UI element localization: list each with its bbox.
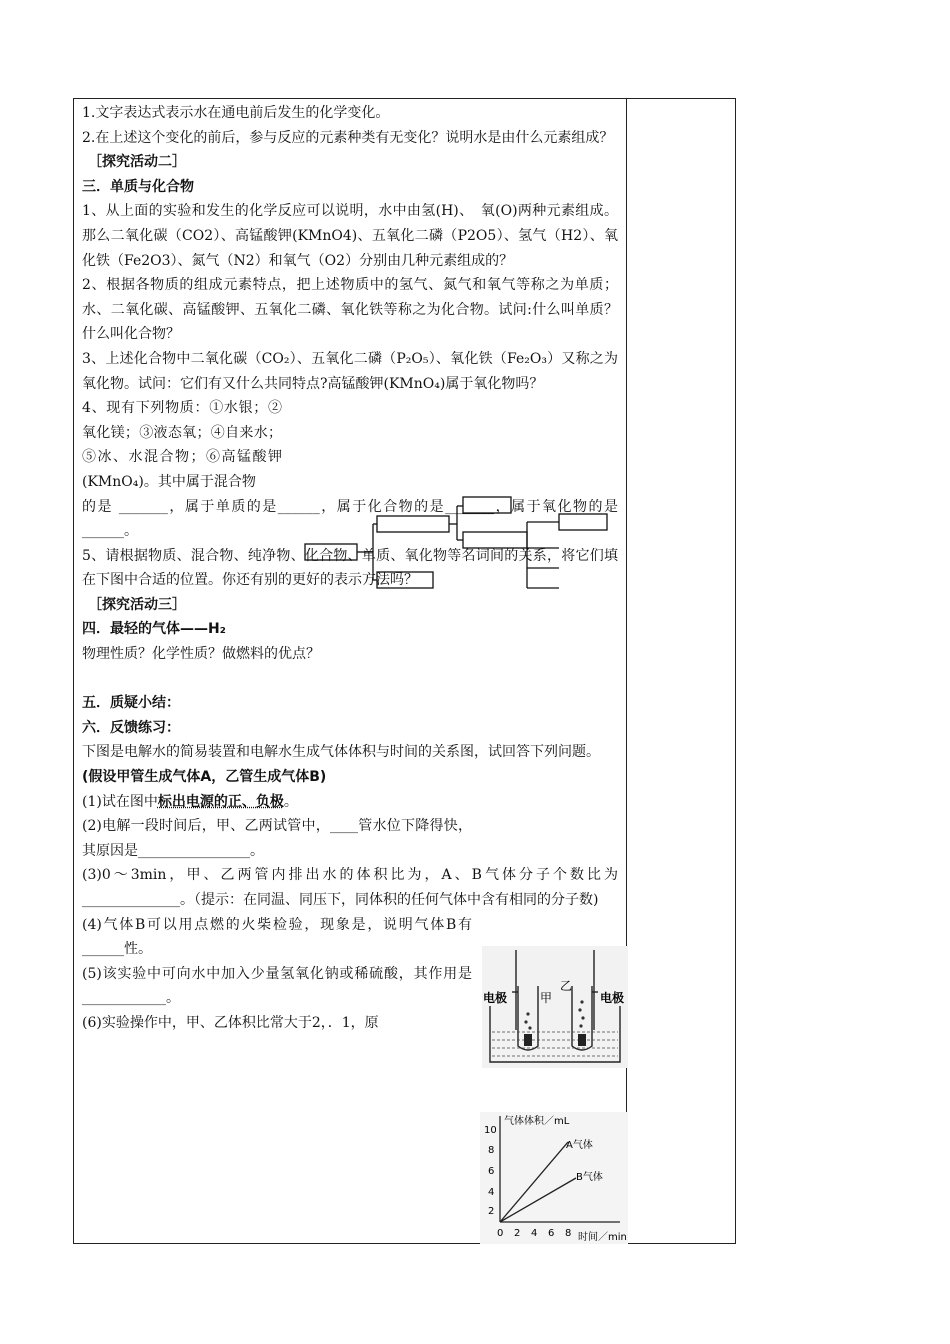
assumption-note: (假设甲管生成气体A，乙管生成气体B) xyxy=(82,769,327,786)
ytick: 2 xyxy=(488,1206,495,1217)
paragraph-3: 3、上述化合物中二氧化碳（CO₂）、五氧化二磷（P₂O₅）、氧化铁（Fe₂O₃）又称之为氧化物。试问：它们有又什么共同特点?高锰酸钾(KMnO₄)属于氧化物吗？ xyxy=(82,350,618,392)
activity-3-heading: ［探究活动三］ xyxy=(88,596,186,613)
exercise-1: (1)试在图中标出电源的正、负极。 xyxy=(82,793,298,810)
paragraph-1: 1、从上面的实验和发生的化学反应可以说明，水中由氢(H)、 氧(O)两种元素组成。那么二氧化碳（CO2）、高锰酸钾(KMnO4)、五氧化二磷（P2O5）、氢气（H2）、氧化铁（Fe2O3）、氮气（N2）和氧气（O2）分别由几种元素组成的？ xyxy=(82,203,618,269)
question-1: 1.文字表达式表示水在通电前后发生的化学变化。 xyxy=(82,105,390,121)
ytick: 6 xyxy=(488,1166,495,1177)
tube-label-yi: 乙 xyxy=(560,979,573,993)
xtick: 6 xyxy=(548,1228,555,1239)
paragraph-5: 5、请根据物质、混合物、纯净物、化合物、单质、氧化物等名词间的关系，将它们填在下图中合适的位置。你还有别的更好的表示方法吗？ xyxy=(82,547,618,589)
paragraph-7: 下图是电解水的简易装置和电解水生成气体体积与时间的关系图，试回答下列问题。 xyxy=(82,744,600,761)
section-3-heading: 三．单质与化合物 xyxy=(82,178,194,195)
electrode-label-left: 电极 xyxy=(483,991,508,1005)
section-6-heading: 六．反馈练习： xyxy=(82,719,180,736)
tube-label-jia: 甲 xyxy=(540,991,553,1005)
section-4-heading: 四．最轻的气体——H₂ xyxy=(82,621,226,638)
exercise-3: (3)0～3min，甲、乙两管内排出水的体积比为，A、B气体分子个数比为______________。（提示：在同温、同压下，同体积的任何气体中含有相同的分子数) xyxy=(82,867,618,908)
electrode-label-right: 电极 xyxy=(600,991,625,1005)
xtick: 0 xyxy=(497,1228,504,1239)
question-2: 2.在上述这个变化的前后，参与反应的元素种类有无变化？说明水是由什么元素组成？ xyxy=(82,129,614,146)
column-divider xyxy=(626,98,627,1244)
graph-xlabel: 时间／min xyxy=(578,1232,627,1243)
xtick: 2 xyxy=(514,1228,521,1239)
tree-box-root xyxy=(305,544,357,560)
tree-box-level1-bottom xyxy=(377,572,433,588)
line-a-label: A气体 xyxy=(566,1140,593,1151)
graph-ylabel: 气体体积／mL xyxy=(504,1116,570,1127)
exercise-6: (6)实验操作中，甲、乙体积比常大于2，．1，原 xyxy=(82,1014,379,1031)
xtick: 4 xyxy=(531,1228,538,1239)
paragraph-4b: 的是 _______，属于单质的是______，属于化合物的是_______，属于氧化物的是 ______。 xyxy=(82,498,618,540)
classification-tree-diagram xyxy=(303,494,613,594)
line-b-label: B气体 xyxy=(576,1172,603,1183)
exercise-5: (5)该实验中可向水中加入少量氢氧化钠或稀硫酸，其作用是____________。 xyxy=(82,965,472,1007)
paragraph-6: 物理性质？化学性质？做燃料的优点？ xyxy=(82,646,320,663)
tree-box-level2-bottom xyxy=(463,532,527,548)
exercise-2: (2)电解一段时间后，甲、乙两试管中，____管水位下降得快，其原因是________________。 xyxy=(82,818,472,859)
ytick: 4 xyxy=(488,1187,495,1198)
gas-volume-time-graph xyxy=(480,1112,628,1244)
electrolysis-apparatus-figure xyxy=(482,946,628,1068)
section-5-heading: 五．质疑小结： xyxy=(82,695,180,712)
tree-box-level2-top xyxy=(463,497,511,513)
activity-2-heading: ［探究活动二］ xyxy=(88,154,186,171)
paragraph-2: 2、根据各物质的组成元素特点，把上述物质中的氢气、氮气和氧气等称之为单质；水、二氧化碳、高锰酸钾、五氧化二磷、氧化铁等称之为化合物。试问:什么叫单质？什么叫化合物？ xyxy=(82,277,618,343)
exercise-4: (4)气体B可以用点燃的火柴检验，现象是，说明气体B有______性。 xyxy=(82,916,472,958)
ytick: 8 xyxy=(488,1145,495,1156)
ytick: 10 xyxy=(484,1125,497,1136)
xtick: 8 xyxy=(565,1228,572,1239)
tree-box-level3 xyxy=(559,514,607,530)
tree-box-level1-top xyxy=(377,516,449,532)
paragraph-4a: 4、现有下列物质：①水银；②氧化镁；③液态氧；④自来水；⑤冰、水混合物；⑥高锰酸钾(KMnO₄)。其中属于混合物 xyxy=(82,400,282,490)
